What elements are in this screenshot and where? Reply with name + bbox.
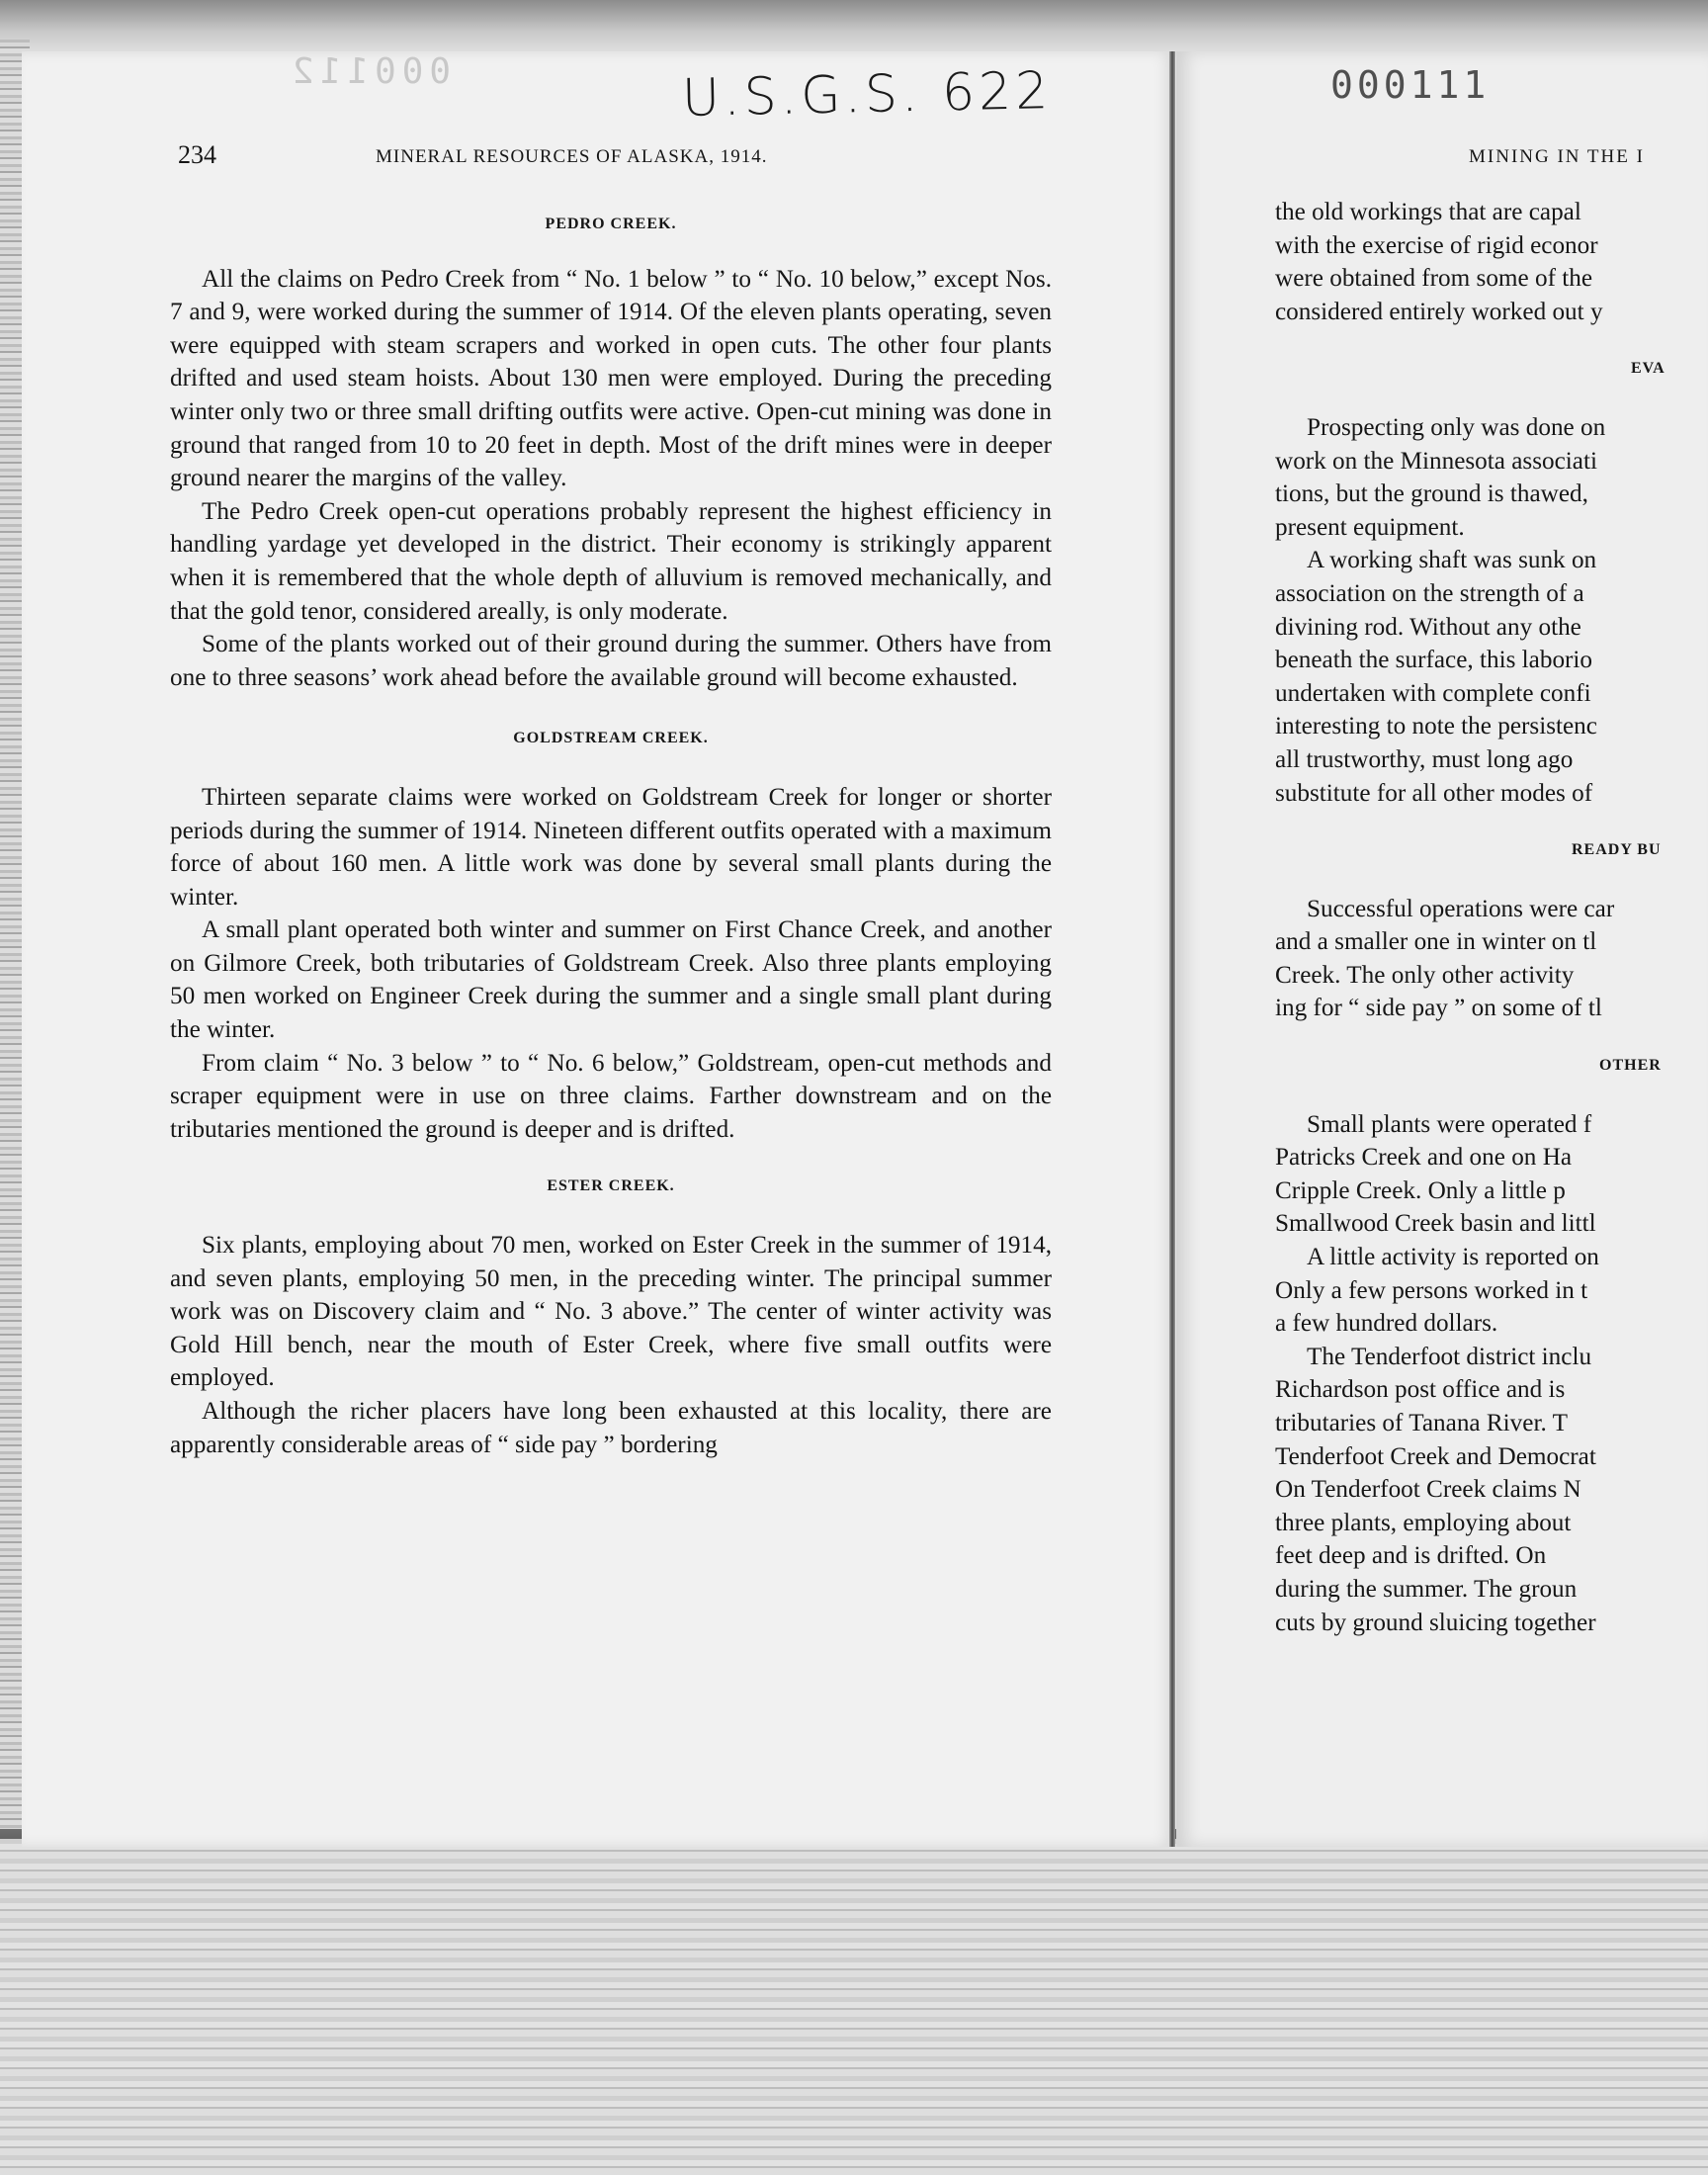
- right-block-eva: [1275, 411, 1688, 810]
- text-line: cuts by ground sluicing together: [1275, 1609, 1596, 1636]
- paragraph: Some of the plants worked out of their ground during the summer. Others have from one to three seasons’ work ahead before the available ground will become exhausted.: [170, 631, 1052, 691]
- scan-bottom-margin: [0, 1839, 1708, 2175]
- paragraph: From claim “ No. 3 below ” to “ No. 6 below,” Goldstream, open-cut methods and scraper equipment were in use on three claims. Farther downstream and on the tributaries mentioned the ground is deeper and is drifted.: [170, 1049, 1052, 1143]
- text-line: with the exercise of rigid econor: [1275, 231, 1598, 259]
- section-heading-goldstream: GOLDSTREAM CREEK.: [513, 730, 709, 747]
- text-line: present equipment.: [1275, 513, 1465, 541]
- stamp-number: 000111: [1330, 63, 1491, 107]
- text-line: The Tenderfoot district inclu: [1307, 1343, 1592, 1370]
- text-line: divining rod. Without any othe: [1275, 613, 1581, 641]
- bleed-through-number: 000112: [287, 51, 452, 92]
- right-text-column: [1275, 196, 1688, 1639]
- handwritten-label: U.S.G.S. 622: [681, 61, 1053, 129]
- section-heading-other: OTHER: [1599, 1057, 1662, 1075]
- text-line: Successful operations were car: [1307, 895, 1615, 922]
- text-line: Patricks Creek and one on Ha: [1275, 1144, 1573, 1172]
- paragraph: Although the richer placers have long been exhausted at this locality, there are apparently considerable areas of “ side pay ” bordering: [170, 1398, 1052, 1458]
- text-line: feet deep and is drifted. On: [1275, 1542, 1547, 1570]
- text-line: A little activity is reported on: [1307, 1244, 1599, 1271]
- text-line: the old workings that are capal: [1275, 199, 1581, 225]
- text-line: ing for “ side pay ” on some of tl: [1275, 995, 1602, 1022]
- text-line: interesting to note the persistenc: [1275, 713, 1597, 740]
- text-line: substitute for all other modes of: [1275, 779, 1593, 807]
- text-line: Cripple Creek. Only a little p: [1275, 1176, 1566, 1204]
- paragraph: All the claims on Pedro Creek from “ No. 1 below ” to “ No. 10 below,” except Nos. 7 and 9, were worked during the summer of 1914. Of the eleven plants operating, seven were equipped with steam scrapers and worked in open cuts. The other four plants drifted and used steam hoists. About 130 men were employed. During the preceding winter only two or three small drifting outfits were active. Open-cut mining was done in ground that ranged from 10 to 20 feet in depth. Most of the drift mines were in deeper ground nearer the margins of the valley.: [170, 265, 1052, 492]
- text-line: considered entirely worked out y: [1275, 298, 1603, 325]
- text-line: Only a few persons worked in t: [1275, 1276, 1588, 1304]
- paragraph: The Pedro Creek open-cut operations probably represent the highest efficiency in handling yardage yet developed in the district. Their economy is strikingly apparent when it is remembered that the whole depth of alluvium is removed mechanically, and that the gold tenor, considered areally, is only moderate.: [170, 497, 1052, 625]
- text-line: three plants, employing about: [1275, 1509, 1572, 1536]
- right-block-ready: [1275, 893, 1688, 1025]
- page-number: 234: [178, 140, 216, 169]
- text-line: during the summer. The groun: [1275, 1575, 1578, 1603]
- text-line: association on the strength of a: [1275, 579, 1584, 607]
- running-head-right: MINING IN THE I: [1469, 146, 1645, 167]
- paragraph: Thirteen separate claims were worked on Goldstream Creek for longer or shorter periods during the summer of 1914. Nineteen different outfits operated with a maximum force of about 160 men. A little work was done by several small plants during the winter.: [170, 783, 1052, 911]
- scan-top-shadow: [0, 0, 1708, 57]
- paragraph: A small plant operated both winter and summer on First Chance Creek, and another on Gilmore Creek, both tributaries of Goldstream Creek. Also three plants employing 50 men worked on Engineer Creek during the summer and a single small plant during the winter.: [170, 916, 1052, 1044]
- paragraph: Six plants, employing about 70 men, worked on Ester Creek in the summer of 1914, and seven plants, employing 50 men, in the preceding winter. The principal summer work was on Discovery claim and “ No. 3 above.” The center of winter activity was Gold Hill bench, near the mouth of Ester Creek, where five small outfits were employed.: [170, 1232, 1052, 1392]
- running-head: MINERAL RESOURCES OF ALASKA, 1914.: [376, 146, 768, 167]
- right-block-other: [1275, 1108, 1688, 1640]
- section-heading-eva: EVA: [1631, 360, 1665, 378]
- text-line: all trustworthy, must long ago: [1275, 745, 1574, 773]
- section-heading-pedro: PEDRO CREEK.: [545, 216, 677, 232]
- text-line: On Tenderfoot Creek claims N: [1275, 1476, 1581, 1504]
- text-line: were obtained from some of the: [1275, 265, 1593, 293]
- text-line: undertaken with complete confi: [1275, 679, 1591, 707]
- text-line: tributaries of Tanana River. T: [1275, 1410, 1568, 1436]
- book-gutter: [1169, 51, 1175, 1847]
- text-line: and a smaller one in winter on tl: [1275, 928, 1597, 956]
- right-text-clip: [1176, 196, 1688, 1817]
- left-text-column: [170, 196, 1052, 1461]
- text-line: Tenderfoot Creek and Democrat: [1275, 1442, 1596, 1470]
- text-line: beneath the surface, this laborio: [1275, 647, 1593, 674]
- section-heading-ester: ESTER CREEK.: [547, 1177, 675, 1195]
- section-heading-ready: READY BU: [1572, 841, 1662, 859]
- text-line: tions, but the ground is thawed,: [1275, 480, 1588, 508]
- text-line: Smallwood Creek basin and littl: [1275, 1210, 1596, 1238]
- text-line: work on the Minnesota associati: [1275, 447, 1597, 475]
- text-line: a few hundred dollars.: [1275, 1310, 1498, 1338]
- text-line: Richardson post office and is: [1275, 1376, 1566, 1404]
- text-line: Prospecting only was done on: [1307, 413, 1606, 441]
- text-line: A working shaft was sunk on: [1307, 547, 1597, 574]
- text-line: Creek. The only other activity: [1275, 961, 1575, 989]
- right-block-intro: [1275, 196, 1688, 328]
- text-line: Small plants were operated f: [1307, 1110, 1592, 1138]
